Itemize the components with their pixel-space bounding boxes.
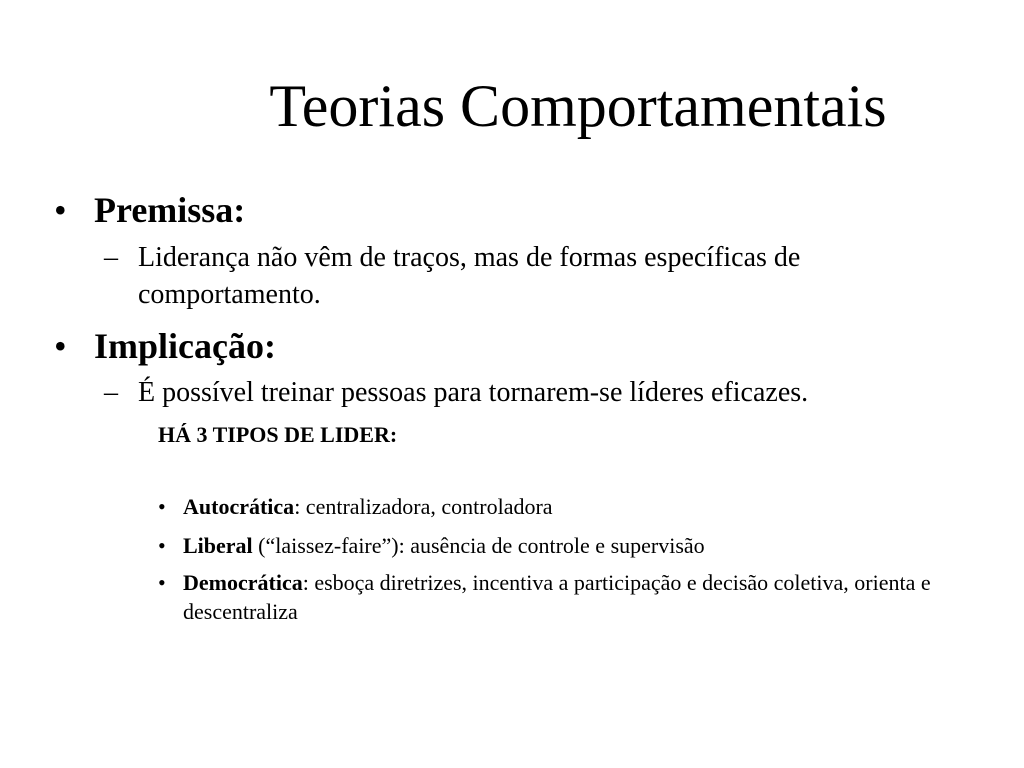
bullet-marker: • xyxy=(158,494,166,519)
tipo-item-liberal xyxy=(158,531,958,560)
dash-marker: – xyxy=(104,242,118,273)
bullet-label-premissa: Premissa: xyxy=(94,190,246,230)
tipo-term: Autocrática xyxy=(183,494,295,519)
tipo-desc: : centralizadora, controladora xyxy=(294,494,553,519)
tipo-desc: (“laissez-faire”): ausência de controle e supervisão xyxy=(252,533,705,558)
tipo-term: Democrática xyxy=(183,570,303,595)
sub-bullet-implicacao xyxy=(104,374,984,411)
bullet-marker: • xyxy=(158,533,166,558)
bullet-marker: • xyxy=(54,326,67,366)
bullet-label-implicacao: Implicação: xyxy=(94,326,276,366)
tipo-text xyxy=(183,531,958,560)
dash-marker: – xyxy=(104,377,118,408)
tipos-heading: HÁ 3 TIPOS DE LIDER: xyxy=(158,422,398,447)
sub-bullet-premissa xyxy=(104,239,984,313)
sub-text-premissa: Liderança não vêm de traços, mas de formas específicas de comportamento. xyxy=(138,242,801,310)
tipo-item-autocratica xyxy=(158,492,958,521)
tipo-text xyxy=(183,492,958,521)
bullet-marker: • xyxy=(158,570,166,595)
tipo-text xyxy=(183,568,958,626)
bullet-marker: • xyxy=(54,190,67,230)
tipo-item-democratica xyxy=(158,568,958,626)
sub-text-implicacao: É possível treinar pessoas para tornarem-se líderes eficazes. xyxy=(138,377,809,408)
tipo-desc: : esboça diretrizes, incentiva a participação e decisão coletiva, orienta e descentraliza xyxy=(183,570,931,624)
slide-title: Teorias Comportamentais xyxy=(269,73,887,139)
tipo-term: Liberal xyxy=(183,533,253,558)
